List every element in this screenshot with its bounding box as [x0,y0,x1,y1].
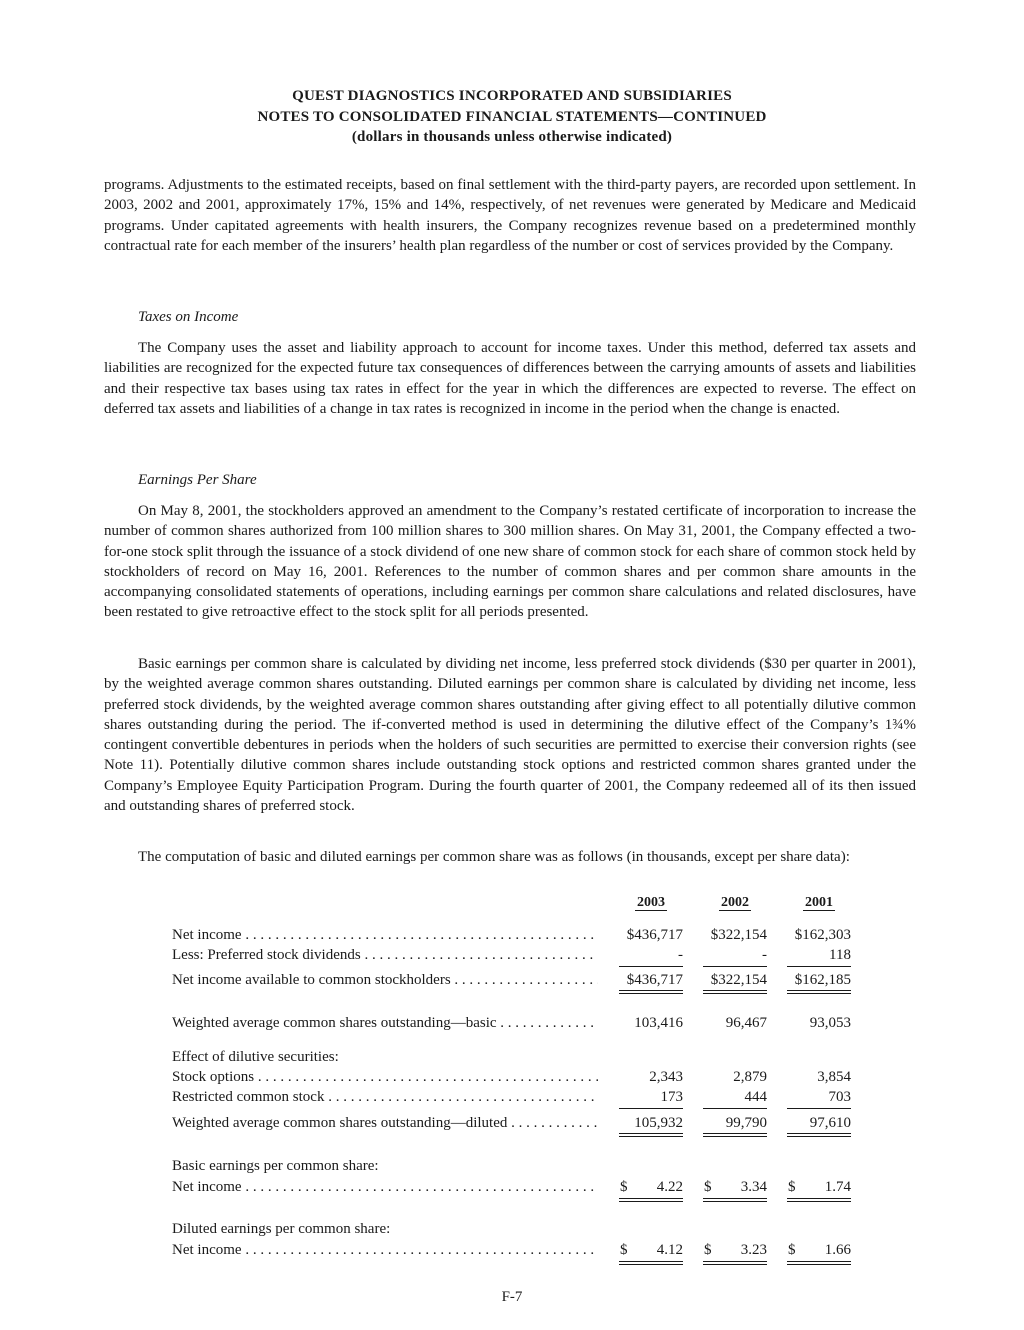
cell-net-income-2003: $436,717 [626,927,683,943]
row-label-basic-eps-heading: Basic earnings per common share: [172,1158,379,1174]
currency-symbol: $ [620,1179,628,1195]
subtotal-rule [619,1108,683,1109]
currency-symbol: $ [788,1179,796,1195]
currency-symbol: $ [704,1179,712,1195]
total-double-rule [703,1261,767,1265]
subtotal-rule [703,1108,767,1109]
cell-restricted-2003: 173 [660,1089,683,1105]
programs-paragraph: programs. Adjustments to the estimated receipts, based on final settlement with the third-party payers, are recorded upon settlement. In 2003, 2002 and 2001, approximately 17%, 15% and 14%, respectively, of net revenues were generated by Medicare and Medicaid programs. Under capitated agreements with health insurers, the Company recognizes revenue based on a predetermined monthly contractual rate for each member of the insurers’ health plan regardless of the number or cost of services provided by the Company. [104,177,916,254]
subtotal-rule [787,1108,851,1109]
cell-available-2001: $162,185 [794,972,851,988]
row-label-basic-eps: Net income . . . [172,1177,598,1197]
total-double-rule [787,1198,851,1202]
row-label-available-to-common: Net income available to common stockholders . . . [172,970,598,990]
cell-basic-shares-2003: 103,416 [634,1015,683,1031]
column-header-2001: 2001 [805,895,833,910]
row-label-basic-shares: Weighted average common shares outstanding—basic . . . [172,1013,598,1033]
cell-basic-eps-2001: 1.74 [824,1179,851,1195]
cell-available-2003: $436,717 [626,972,683,988]
cell-diluted-eps-2001: 1.66 [824,1242,851,1258]
cell-basic-shares-2002: 96,467 [725,1015,767,1031]
row-label-diluted-eps-heading: Diluted earnings per common share: [172,1221,391,1237]
total-double-rule [703,990,767,994]
column-header-2002: 2002 [721,895,749,910]
taxes-heading: Taxes on Income [138,309,239,325]
subtotal-rule [703,966,767,967]
row-label-stock-options: Stock options . . . [172,1067,598,1087]
row-label-preferred-dividends: Less: Preferred stock dividends . . . [172,945,598,965]
taxes-paragraph: The Company uses the asset and liability approach to account for income taxes. Under this method, deferred tax assets and liabilities are recognized for the expected future tax consequences of differences between the carrying amounts of assets and liabilities and their respective tax bases using tax rates in effect for the year in which the differences are expected to reverse. The effect on deferred tax assets and liabilities of a change in tax rates is recognized in income in the period when the change is enacted. [104,340,916,417]
row-label-dilutive-securities: Effect of dilutive securities: [172,1049,339,1065]
total-double-rule [619,990,683,994]
subtotal-rule [787,966,851,967]
eps-paragraph-2: Basic earnings per common share is calculated by dividing net income, less preferred stock dividends ($30 per quarter in 2001), by the weighted average common shares outstanding. Diluted earnings per common share is calculated by dividing net income, less preferred stock dividends, by the weighted average common shares outstanding after giving effect to all potentially dilutive common shares outstanding during the period. The if-converted method is used in determining the dilutive effect of the Company’s 1¾% contingent convertible debentures in periods when the holders of such securities are permitted to exercise their conversion rights (see Note 11). Potentially dilutive common shares include outstanding stock options and restricted common shares granted under the Company’s Employee Equity Participation Program. During the fourth quarter of 2001, the Company redeemed all of its then issued and outstanding shares of preferred stock. [104,656,916,815]
cell-restricted-2002: 444 [744,1089,767,1105]
cell-stock-options-2001: 3,854 [817,1069,851,1085]
cell-basic-eps-2002: 3.34 [740,1179,767,1195]
cell-diluted-eps-2002: 3.23 [740,1242,767,1258]
units-note: (dollars in thousands unless otherwise indicated) [351,129,673,145]
currency-symbol: $ [788,1242,796,1258]
row-label-diluted-shares: Weighted average common shares outstanding—diluted . . . [172,1113,598,1133]
total-double-rule [703,1198,767,1202]
cell-net-income-2001: $162,303 [794,927,851,943]
cell-preferred-2003: - [678,947,683,963]
cell-stock-options-2002: 2,879 [733,1069,767,1085]
cell-net-income-2002: $322,154 [710,927,767,943]
cell-available-2002: $322,154 [710,972,767,988]
total-double-rule [619,1133,683,1137]
notes-title: NOTES TO CONSOLIDATED FINANCIAL STATEMENTS—CONTINUED [257,108,767,125]
page-header [0,86,1024,148]
eps-paragraph-3: The computation of basic and diluted earnings per common share was as follows (in thousands, except per share data): [138,849,850,865]
total-double-rule [787,1133,851,1137]
eps-paragraph-1: On May 8, 2001, the stockholders approved an amendment to the Company’s restated certificate of incorporation to increase the number of common shares authorized from 100 million shares to 300 million shares. On May 31, 2001, the Company effected a two-for-one stock split through the issuance of a stock dividend of one new share of common stock for each share of common stock held by stockholders of record on May 16, 2001. References to the number of common shares and per common share amounts in the accompanying consolidated statements of operations, including earnings per common share calculations and related disclosures, have been restated to give retroactive effect to the stock split for all periods presented. [104,503,916,621]
eps-heading: Earnings Per Share [138,472,257,488]
total-double-rule [787,990,851,994]
cell-preferred-2002: - [762,947,767,963]
row-label-net-income: Net income . . . [172,925,598,945]
currency-symbol: $ [620,1242,628,1258]
page-number: F-7 [501,1289,523,1305]
row-label-restricted-stock: Restricted common stock . . . [172,1087,598,1107]
company-title: QUEST DIAGNOSTICS INCORPORATED AND SUBSIDIARIES [292,88,732,104]
cell-preferred-2001: 118 [829,947,851,963]
currency-symbol: $ [704,1242,712,1258]
column-header-2003: 2003 [637,895,665,910]
subtotal-rule [619,966,683,967]
total-double-rule [703,1133,767,1137]
cell-diluted-shares-2002: 99,790 [725,1115,767,1131]
total-double-rule [787,1261,851,1265]
cell-stock-options-2003: 2,343 [649,1069,683,1085]
cell-basic-shares-2001: 93,053 [809,1015,851,1031]
cell-diluted-shares-2003: 105,932 [634,1115,683,1131]
cell-basic-eps-2003: 4.22 [656,1179,683,1195]
row-label-diluted-eps: Net income . . . [172,1240,598,1260]
cell-diluted-shares-2001: 97,610 [809,1115,851,1131]
cell-diluted-eps-2003: 4.12 [656,1242,683,1258]
total-double-rule [619,1261,683,1265]
total-double-rule [619,1198,683,1202]
cell-restricted-2001: 703 [828,1089,851,1105]
